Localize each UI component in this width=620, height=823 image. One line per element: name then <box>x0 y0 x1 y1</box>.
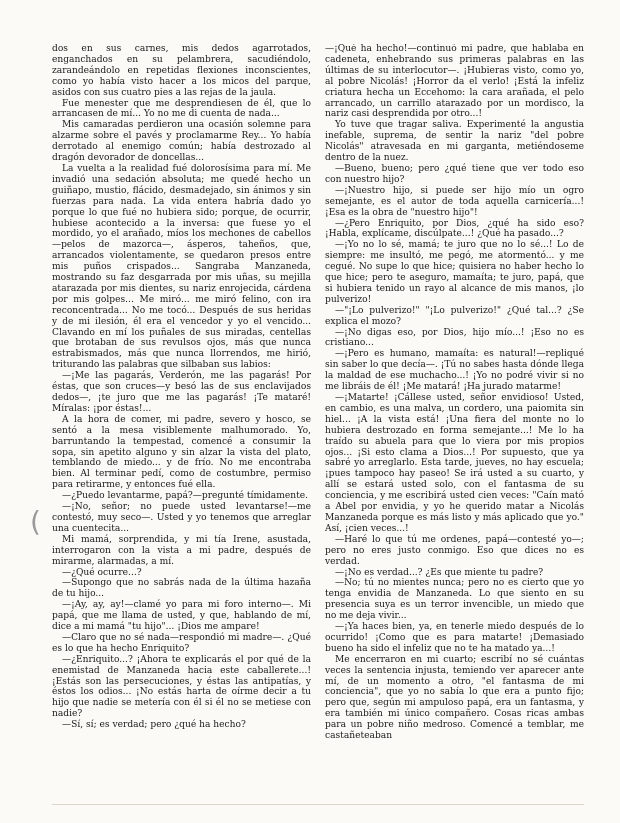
paragraph: —¡Matarte! ¡Cállese usted, señor envidioso! Usted, en cambio, es una malva, un cordero, una paiomita sin hiel... ¡A la vista está! ¡Una fiera del monte no lo hubiera destrozado en forma semejante...! Me lo ha traído su abuela para que lo viera por mis propios ojos... ¡Si esto clama a Dios...! Por supuesto, que ya sabré yo arreglarlo. Esta tarde, jueves, no hay escuela; ¡pues tampoco hay paseo! Se irá usted a su cuarto, y allí se estará usted solo, con el fantasma de su conciencia, y me escribirá usted cien veces: "Caín mató a Abel por envidia, y yo he querido matar a Nicolás Manzaneda porque es más listo y más aplicado que yo." Así, ¡cien veces...! <box>325 393 584 534</box>
paragraph: —Supongo que no sabrás nada de la última hazaña de tu hijo... <box>52 578 311 600</box>
text-columns <box>52 44 584 789</box>
paragraph: —"¡Lo pulverizo!" "¡Lo pulverizo!" ¿Qué tal...? ¿Se explica el mozo? <box>325 305 584 327</box>
paragraph: Yo tuve que tragar saliva. Experimenté la angustia inefable, suprema, de sentir la nariz "del pobre Nicolás" atravesada en mi garganta, metiéndoseme dentro de la nuez. <box>325 120 584 164</box>
paragraph: —¡No es verdad...? ¿Es que miente tu padre? <box>335 567 544 578</box>
paragraph: —Sí, sí; es verdad; pero ¿qué ha hecho? <box>62 720 246 731</box>
paragraph: La vuelta a la realidad fué dolorosísima para mí. Me invadió una sedación absoluta; me quedé hecho un guiñapo, mustio, flácido, desmadejado, sin ánimos y sin fuerzas para nada. La vida entera habría dado yo porque lo que fué no hubiera sido; porque, de ocurrir, hubiese acontecido a la inversa: que fuese yo el mordido, yo el arañado, míos los mechones de cabellos—pelos de mazorca—, ásperos, taheños, que, arrancados violentamente, se quedaron presos entre mis puños crispados... Sangraba Manzaneda, mostrando su faz desgarrada por mis uñas, su mejilla atarazada por mis dientes, su nariz enrojecida, cárdena por mis golpes... Me miró... me miró felino, con ira reconcentrada... No me tocó... Después de sus heridas y de mi ilesión, él era el vencedor y yo el vencido... Clavando en mí los puñales de sus miradas, centellas que brotaban de sus revulsos ojos, más que nunca estrabismados, más que nunca llorrendos, me hirió, triturando las palabras que silbaban sus labios: <box>52 163 311 371</box>
paragraph: —¡Nuestro hijo, si puede ser hijo mío un ogro semejante, es el autor de toda aquella carnicería...! ¡Esa es la obra de "nuestro hijo"! <box>325 185 584 218</box>
paragraph: —¡No, señor; no puede usted levantarse!—me contestó, muy seco—. Usted y yo tenemos que arreglar una cuentecita... <box>52 502 311 534</box>
paragraph: Me encerraron en mi cuarto; escribí no sé cuántas veces la sentencia injusta, temiendo ver aparecer ante mí, de un momento a otro, "el fantasma de mi conciencia", que yo no sabía lo que era a punto fijo; pero que, según mi ampuloso papá, era un fantasma, y era también mi único compañero. Cosas ricas ambas para un pobre niño medroso. Comencé a temblar, me castañeteaban <box>325 654 584 742</box>
paragraph: Fue menester que me desprendiesen de él, que lo arrancasen de mí... Yo no me di cuenta de nada... <box>52 98 311 120</box>
paragraph: —Haré lo que tú me ordenes, papá—contesté yo—; pero no eres justo conmigo. Eso que dices no es verdad. <box>325 534 584 567</box>
paragraph: —¡Pero es humano, mamaíta: es natural!—repliqué sin saber lo que decía—. ¡Tú no sabes hasta dónde llega la maldad de ese muchacho...! ¡Yo no podré vivir si no me libráis de él! ¡Me matará! ¡Ha jurado matarme! <box>325 349 584 393</box>
paragraph: Mis camaradas perdieron una ocasión solemne para alzarme sobre el pavés y proclamarme Rey... Yo había derrotado al enemigo común; había destrozado al dragón devorador de doncellas... <box>52 120 311 164</box>
paragraph: Mi mamá, sorprendida, y mi tía Irene, asustada, interrogaron con la vista a mi padre, después de mirarme, alarmadas, a mí. <box>52 534 311 567</box>
paragraph: —¡Ya haces bien, ya, en tenerle miedo después de lo ocurrido! ¡Como que es para matarte! ¡Demasiado bueno ha sido el infeliz que no te ha matado ya...! <box>325 622 584 654</box>
paragraph: —¡Qué ha hecho!—continuó mi padre, que hablaba en cadeneta, enhebrando sus primeras palabras en las últimas de su interlocutor—. ¡Hubieras visto, como yo, al pobre Nicolás! ¡Horror da el verlo! ¡Está la infeliz criatura hecha un Eccehomo: la cara arañada, el pelo arrancado, un carrillo atarazado por un mordisco, la nariz casi desprendida por otro...! <box>325 44 584 120</box>
margin-mark: ( <box>30 505 41 538</box>
paragraph: —¿Puedo levantarme, papá?—pregunté tímidamente. <box>62 491 309 502</box>
bottom-rule <box>52 804 584 805</box>
paragraph: —¡Yo no lo sé, mamá; te juro que no lo sé...! Lo de siempre: me insultó, me pegó, me atormentó... y me cegué. No supe lo que hice; quisiera no haber hecho lo que hice; pero te aseguro, mamaíta; te juro, papá, que si hubiera tenido un rayo al alcance de mis manos, ¡lo pulverizo! <box>325 240 584 305</box>
paragraph: —No; tú no mientes nunca; pero no es cierto que yo tenga envidia de Manzaneda. Lo que siento en su presencia suya es un terror invencible, un miedo que no me deja vivir... <box>325 578 584 622</box>
paragraph: —¿Qué ocurre...? <box>62 567 142 578</box>
paragraph: —Claro que no sé nada—respondió mi madre—. ¿Qué es lo que ha hecho Enriquito? <box>52 632 311 654</box>
right-column <box>325 44 584 789</box>
paragraph: —¡Me las pagarás, Verderón, me las pagarás! Por éstas, que son cruces—y besó las de sus enclavijados dedos—, ¡te juro que me las pagarás! ¡Te mataré! Míralas: ¡por éstas!... <box>52 371 311 414</box>
paragraph: dos en sus carnes, mis dedos agarrotados, enganchados en su pelambrera, sacudiéndolo, zarandeándolo en repetidas flexiones inconscientes, como yo había visto hacer a los micos del parque, asidos con sus cuatro pies a las rejas de la jaula. <box>52 44 311 98</box>
paragraph: A la hora de comer, mi padre, severo y hosco, se sentó a la mesa visiblemente malhumorado. Yo, barruntando la tempestad, comencé a consumir la sopa, sin apetito alguno y sin alzar la vista del plato, temblando de miedo... y de frío. No me encontraba bien. Al terminar pedí, como de costumbre, permiso para retirarme, y entonces fué ella. <box>52 414 311 491</box>
paragraph: —¡No digas eso, por Dios, hijo mío...! ¡Eso no es cristiano... <box>325 327 584 349</box>
paragraph: —¡Ay, ay, ay!—clamé yo para mi foro interno—. Mi papá, que me llama de usted, y que, hablando de mí, dice a mi mamá "tu hijo"... ¡Dios me ampare! <box>52 600 311 633</box>
paragraph: —¿Enriquito...? ¡Ahora te explicarás el por qué de la enemistad de Manzaneda hacia este caballerete...! ¡Estás son las persecuciones, y éstas las antipatías, y éstos los odios... ¡No estás harta de oírme decir a tu hijo que nadie se metería con él si él no se metiese con nadie? <box>52 654 311 720</box>
paragraph: —¿Pero Enriquito, por Dios, ¿qué ha sido eso? ¡Habla, explícame, discúlpate...! ¿Qué ha pasado...? <box>325 218 584 240</box>
paragraph: —Bueno, bueno; pero ¿qué tiene que ver todo eso con nuestro hijo? <box>325 163 584 185</box>
left-column <box>52 44 311 789</box>
